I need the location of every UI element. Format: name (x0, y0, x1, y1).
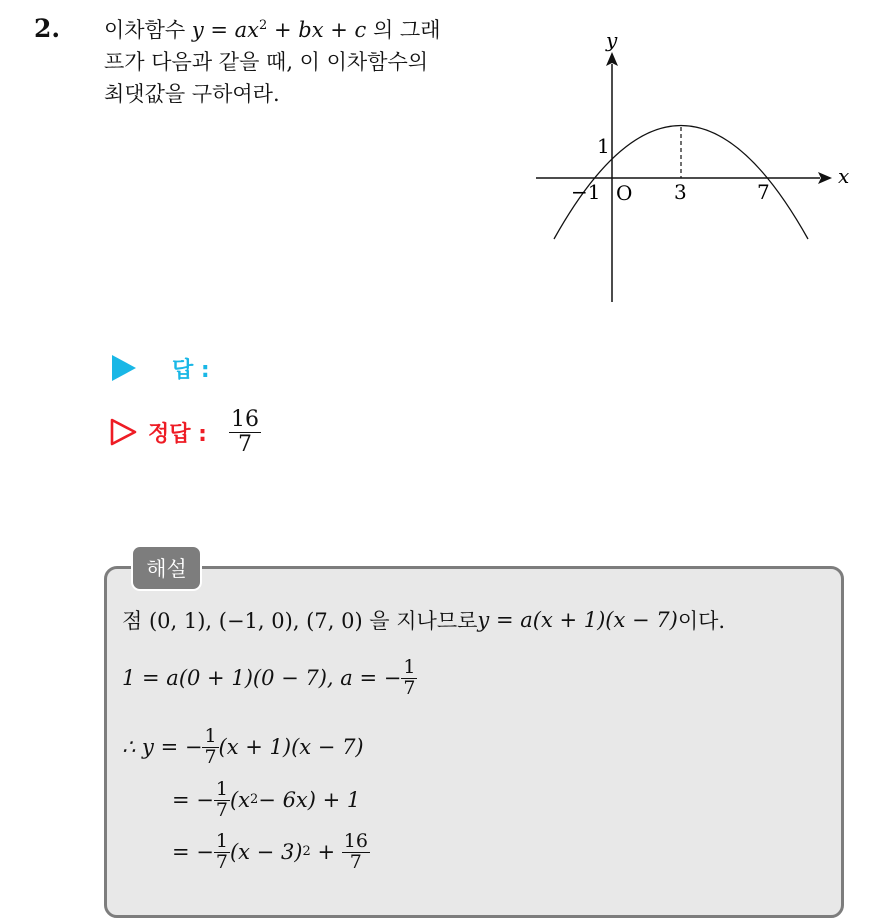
solution-line3-fraction (202, 724, 218, 768)
x-axis-label: x (838, 164, 850, 188)
answer-label: 답 : (172, 357, 210, 383)
root-left-label: −1 (571, 180, 601, 204)
correct-answer-numerator: 16 (230, 407, 259, 433)
question-number: 2. (34, 14, 61, 43)
solution-line-1 (122, 604, 725, 636)
solution-line1-end: 이다. (677, 609, 726, 633)
vertex-x-label: 3 (674, 180, 687, 204)
fraction-numerator: 1 (204, 724, 217, 747)
fraction-denominator: 7 (349, 850, 362, 873)
correct-answer-label: 정답 : (148, 421, 207, 447)
solution-line4-mid: (x (229, 788, 251, 812)
x-axis-arrow-icon (818, 172, 832, 184)
solution-line3-post: (x + 1)(x − 7) (218, 735, 364, 759)
fraction-denominator: 7 (215, 798, 228, 821)
solution-line-2 (122, 652, 417, 704)
correct-answer-fraction (229, 408, 261, 455)
fraction-denominator: 7 (403, 676, 416, 699)
solution-tag: 해설 (131, 545, 202, 591)
correct-answer-denominator: 7 (237, 431, 252, 457)
question-math-a: ax (234, 18, 260, 42)
root-right-label: 7 (757, 180, 770, 204)
solution-line5-plus: + (310, 840, 342, 864)
answer-row (110, 350, 210, 386)
solution-line4-fraction (214, 777, 230, 821)
solution-line2-math: 1 = a(0 + 1)(0 − 7), a = − (122, 666, 402, 690)
question-line-2: 프가 다음과 같을 때, 이 이차함수의 (104, 50, 429, 74)
solution-line5-fraction-2 (342, 829, 370, 873)
fraction-denominator: 7 (215, 850, 228, 873)
fraction-numerator: 16 (343, 829, 368, 852)
question-math-rest: + bx + c (267, 18, 367, 42)
solution-line4-post: − 6x) + 1 (258, 788, 361, 812)
solution-line5-mid: (x − 3) (229, 840, 303, 864)
y-intercept-label: 1 (597, 134, 610, 158)
question-line-3: 최댓값을 구하여라. (104, 82, 280, 106)
question-math-exponent: 2 (259, 18, 268, 33)
question-line1-prefix: 이차함수 (104, 18, 192, 42)
y-axis-label: y (606, 28, 618, 52)
question-text (104, 14, 514, 110)
solution-line1-text: 점 (0, 1), (−1, 0), (7, 0) 을 지나므로 (122, 609, 478, 633)
fraction-numerator: 1 (215, 777, 228, 800)
fraction-numerator: 1 (215, 829, 228, 852)
y-axis-arrow-icon (606, 52, 618, 66)
parabola-graph (520, 24, 850, 314)
fraction-denominator: 7 (204, 745, 217, 768)
origin-label: O (616, 181, 633, 205)
solution-line3-pre: ∴ y = − (122, 735, 203, 759)
solution-line4-pre: = − (172, 788, 214, 812)
question-math-eq: = (203, 18, 235, 42)
solution-line-4: = − $\frac{1}{7}$ (x 2 − 6x) + 1 (172, 777, 361, 821)
question-line-1 (104, 14, 514, 46)
solution-line1-math: y = a(x + 1)(x − 7) (477, 608, 678, 632)
fraction-numerator: 1 (403, 655, 416, 678)
question-line1-suffix: 의 그래 (366, 18, 441, 42)
play-triangle-icon (110, 354, 138, 382)
solution-line-5: = − $\frac{1}{7}$ (x − 3) 2 + $\frac{16}{7}$ (172, 829, 368, 873)
correct-answer-row (110, 402, 261, 462)
solution-line5-fraction (214, 829, 230, 873)
question-math-y: y (191, 18, 204, 42)
solution-line2-fraction (401, 655, 417, 699)
solution-line5-pre: = − (172, 840, 214, 864)
outline-triangle-icon (110, 418, 138, 446)
solution-line-3 (122, 722, 364, 772)
